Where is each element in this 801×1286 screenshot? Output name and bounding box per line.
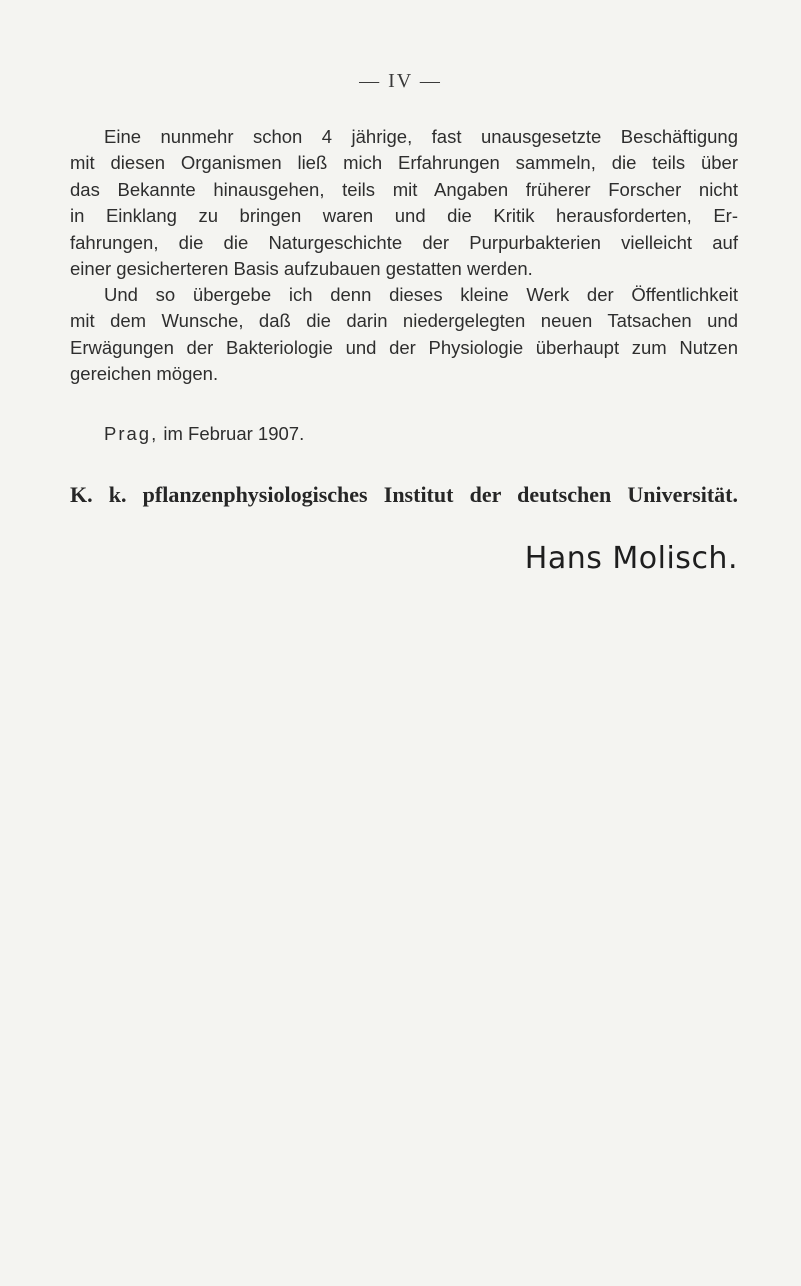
text-line: fahrungen, die die Naturgeschichte der Purpurbakterien vielleicht auf: [70, 231, 738, 253]
paragraph-1: [70, 124, 738, 282]
paragraph-2: [70, 282, 738, 388]
page-number: — IV —: [359, 70, 442, 92]
text-line: mit diesen Organismen ließ mich Erfahrungen sammeln, die teils über: [70, 152, 738, 174]
text-line: mit dem Wunsche, daß die darin niedergelegten neuen Tatsachen und: [70, 310, 738, 332]
text-line: das Bekannte hinausgehen, teils mit Angaben früherer Forscher nicht: [70, 178, 738, 200]
text-line: gereichen mögen.: [70, 363, 219, 385]
date: im Februar 1907.: [163, 423, 305, 444]
institute-name: K. k. pflanzenphysiologisches Institut der deutschen Universität.: [70, 482, 738, 507]
place: Prag,: [104, 423, 159, 444]
text-line: einer gesicherteren Basis aufzubauen gestatten werden.: [70, 258, 533, 280]
author-signature: Hans Molisch.: [524, 541, 738, 576]
text-line: Eine nunmehr schon 4 jährige, fast unausgesetzte Beschäftigung: [104, 126, 738, 147]
text-line: Und so übergebe ich denn dieses kleine Werk der Öffentlichkeit: [104, 284, 738, 305]
place-and-date: [104, 423, 304, 445]
text-line: in Einklang zu bringen waren und die Kritik herausforderten, Er-: [70, 205, 738, 227]
text-line: Erwägungen der Bakteriologie und der Physiologie überhaupt zum Nutzen: [70, 336, 738, 358]
